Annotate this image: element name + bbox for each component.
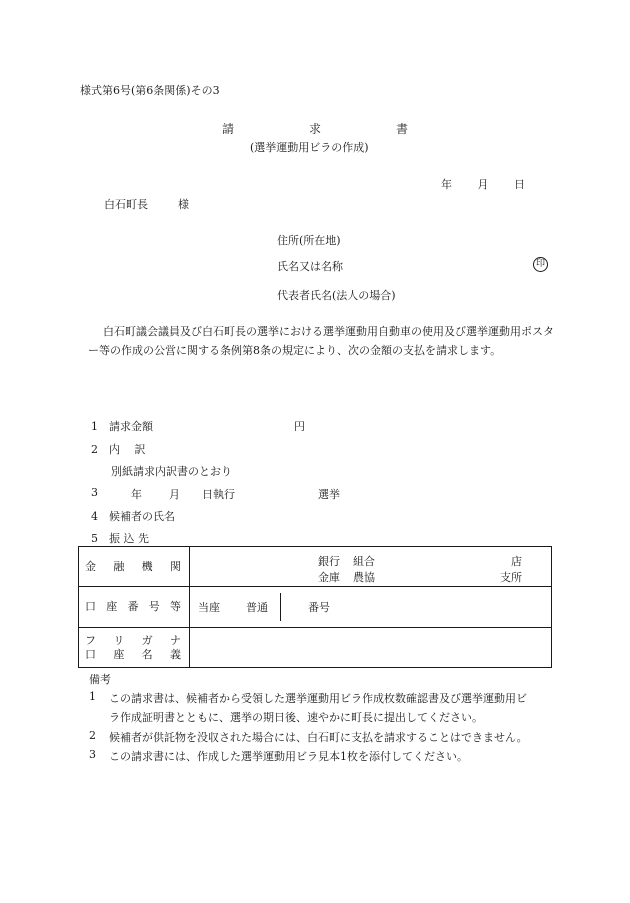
applicant-address-label: 住所(所在地) — [277, 234, 341, 247]
label-char: 座 — [106, 600, 118, 613]
request-statement: 白石町議会議員及び白石町長の選挙における選挙運動用自動車の使用及び選挙運動用ポスター等の作成の公営に関する条例第8条の規定により、次の金額の支払を請求します。 — [88, 325, 554, 357]
document-title — [222, 120, 408, 137]
item-1-claim-amount — [91, 418, 305, 434]
item-number: 5 — [91, 532, 98, 545]
item-number: 3 — [91, 486, 98, 499]
note-number: 1 — [89, 690, 96, 703]
note-number: 3 — [89, 748, 96, 761]
title-char-1: 請 — [222, 122, 235, 136]
label-char: リ — [113, 633, 125, 647]
label-char: 口 — [85, 647, 96, 661]
institution-value-cell[interactable] — [190, 547, 552, 587]
addressee-name: 白石町長 — [104, 198, 148, 211]
item-label: 内 訳 — [109, 443, 146, 456]
label-char: 口 — [85, 600, 96, 613]
applicant-representative-label: 代表者氏名(法人の場合) — [277, 289, 396, 302]
form-number: 様式第6号(第6条関係)その3 — [80, 84, 220, 97]
kumiai-option: 組合 — [353, 555, 375, 568]
label-char: 金 — [85, 559, 96, 573]
account-number-label-cell — [79, 587, 190, 628]
label-char: 番 — [127, 600, 139, 613]
date-line — [441, 176, 525, 192]
item-5-transfer-destination — [91, 530, 149, 546]
item-4-candidate-name — [91, 508, 175, 524]
item-number: 1 — [91, 420, 98, 433]
item-label: 請求金額 — [109, 420, 153, 433]
label-char: 名 — [141, 647, 153, 661]
note-text: この請求書には、作成した選挙運動用ビラ見本1枚を添付してください。 — [109, 750, 468, 763]
futsu-option: 普通 — [246, 601, 268, 614]
account-holder-label-cell — [79, 628, 190, 668]
account-holder-value-cell[interactable] — [190, 628, 552, 668]
note-2 — [89, 729, 528, 744]
account-number-value-cell[interactable] — [190, 587, 552, 628]
note-text: 候補者が供託物を没収された場合には、白石町に支払を請求することはできません。 — [109, 731, 528, 744]
yen-unit: 円 — [294, 420, 305, 433]
election-day: 日執行 — [202, 488, 235, 501]
item-label: 候補者の氏名 — [109, 510, 175, 523]
title-char-3: 書 — [395, 122, 408, 136]
election-month: 月 — [169, 488, 180, 501]
note-1-continued: ラ作成証明書とともに、選挙の期日後、速やかに町長に提出してください。 — [109, 711, 483, 724]
label-char: 等 — [170, 600, 181, 613]
addressee-honorific: 様 — [178, 198, 189, 211]
label-char: ナ — [169, 633, 181, 647]
label-char: 融 — [113, 559, 125, 573]
applicant-name-label: 氏名又は名称 — [277, 260, 343, 273]
note-text: この請求書は、候補者から受領した選挙運動用ビラ作成枚数確認書及び選挙運動用ビ — [109, 692, 527, 705]
addressee — [104, 196, 189, 212]
notes-title: 備考 — [89, 673, 111, 686]
bank-option: 銀行 — [318, 555, 340, 568]
branch-option: 店 — [511, 555, 522, 568]
bank-account-table — [78, 546, 552, 668]
label-char: 関 — [169, 559, 181, 573]
note-number: 2 — [89, 729, 96, 742]
document-subtitle: (選挙運動用ビラの作成) — [250, 141, 369, 154]
note-3 — [89, 748, 468, 763]
item-2-breakdown — [91, 441, 146, 457]
label-char: 機 — [141, 559, 153, 573]
number-label: 番号 — [308, 601, 330, 614]
date-month: 月 — [477, 178, 489, 191]
label-char: 座 — [113, 647, 125, 661]
nokyo-option: 農協 — [353, 571, 375, 584]
election-year: 年 — [131, 488, 142, 501]
label-char: 号 — [148, 600, 160, 613]
note-1 — [89, 690, 527, 705]
sub-branch-option: 支所 — [500, 571, 522, 584]
label-char: 義 — [169, 647, 181, 661]
label-char: ガ — [141, 633, 153, 647]
item-3-election — [91, 486, 340, 501]
election-type: 選挙 — [318, 488, 340, 501]
institution-label-cell — [79, 547, 190, 587]
seal-mark: 印 — [533, 257, 548, 272]
item-number: 2 — [91, 443, 98, 456]
account-divider — [280, 593, 281, 621]
kinko-option: 金庫 — [318, 571, 340, 584]
date-day: 日 — [514, 178, 525, 191]
label-char: フ — [85, 633, 96, 647]
title-char-2: 求 — [308, 122, 321, 136]
item-2-breakdown-note: 別紙請求内訳書のとおり — [111, 465, 232, 478]
item-label: 振 込 先 — [109, 532, 149, 545]
date-year: 年 — [441, 178, 452, 191]
item-number: 4 — [91, 510, 98, 523]
touza-option: 当座 — [198, 601, 220, 614]
